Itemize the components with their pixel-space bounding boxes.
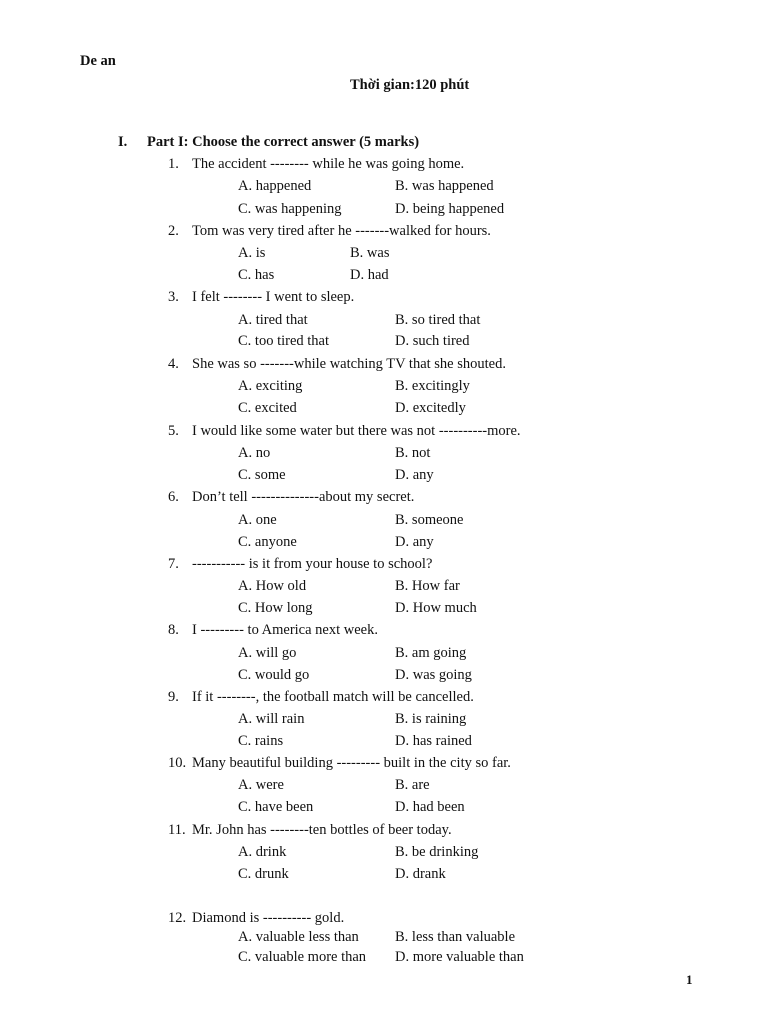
- question-number: 4.: [168, 356, 179, 372]
- part-numeral: I.: [118, 134, 128, 150]
- question-text: If it --------, the football match will be cancelled.: [192, 689, 474, 705]
- question-number: 6.: [168, 489, 179, 505]
- question-text: Diamond is ---------- gold.: [192, 910, 345, 926]
- question-text: Mr. John has --------ten bottles of beer today.: [192, 822, 452, 838]
- question-text: Many beautiful building --------- built in the city so far.: [192, 755, 511, 771]
- document-title: De an: [80, 53, 116, 69]
- question-number: 5.: [168, 423, 179, 439]
- question-number: 10.: [168, 755, 187, 771]
- question-text: Tom was very tired after he -------walked for hours.: [192, 223, 491, 239]
- question-10: [168, 755, 511, 772]
- option-c: C. was happening: [238, 201, 342, 217]
- option-a: A. is: [238, 245, 266, 261]
- option-b: B. is raining: [395, 711, 467, 727]
- question-number: 11.: [168, 822, 186, 838]
- option-a: A. will rain: [238, 711, 305, 727]
- option-a: A. were: [238, 777, 284, 793]
- option-d: D. being happened: [395, 201, 505, 217]
- question-text: I --------- to America next week.: [192, 622, 378, 638]
- option-b: B. was happened: [395, 178, 494, 194]
- option-c: C. some: [238, 467, 286, 483]
- option-d: D. excitedly: [395, 400, 466, 416]
- option-c: C. drunk: [238, 866, 289, 882]
- option-c: C. anyone: [238, 534, 297, 550]
- option-a: A. valuable less than: [238, 929, 359, 945]
- question-number: 3.: [168, 289, 179, 305]
- option-d: D. had: [350, 267, 389, 283]
- option-c: C. How long: [238, 600, 313, 616]
- option-a: A. How old: [238, 578, 307, 594]
- question-number: 2.: [168, 223, 179, 239]
- question-text: Don’t tell --------------about my secret.: [192, 489, 415, 505]
- question-text: The accident -------- while he was going home.: [192, 156, 465, 172]
- option-d: D. was going: [395, 667, 472, 683]
- question-text: She was so -------while watching TV that she shouted.: [192, 356, 506, 372]
- part-heading: Part I: Choose the correct answer (5 marks): [147, 134, 420, 150]
- option-c: C. too tired that: [238, 333, 330, 349]
- question-1: [168, 156, 464, 173]
- option-a: A. drink: [238, 844, 287, 860]
- option-a: A. tired that: [238, 312, 308, 328]
- option-a: A. no: [238, 445, 271, 461]
- option-b: B. be drinking: [395, 844, 479, 860]
- question-3: [168, 289, 354, 306]
- question-text: I felt -------- I went to sleep.: [192, 289, 355, 305]
- question-number: 12.: [168, 910, 187, 926]
- question-number: 1.: [168, 156, 179, 172]
- option-d: D. has rained: [395, 733, 472, 749]
- question-6: [168, 489, 414, 506]
- question-text: ----------- is it from your house to school?: [192, 556, 433, 572]
- option-b: B. not: [395, 445, 431, 461]
- question-7: [168, 556, 432, 573]
- question-5: [168, 423, 521, 440]
- option-a: A. exciting: [238, 378, 303, 394]
- option-b: B. so tired that: [395, 312, 481, 328]
- option-b: B. less than valuable: [395, 929, 516, 945]
- question-number: 7.: [168, 556, 179, 572]
- time-limit: Thời gian:120 phút: [350, 77, 470, 93]
- option-b: B. someone: [395, 512, 464, 528]
- option-c: C. have been: [238, 799, 314, 815]
- question-8: [168, 622, 378, 639]
- option-a: A. one: [238, 512, 277, 528]
- question-2: [168, 223, 491, 240]
- question-9: [168, 689, 474, 706]
- option-a: A. happened: [238, 178, 312, 194]
- option-d: D. drank: [395, 866, 446, 882]
- option-c: C. excited: [238, 400, 297, 416]
- option-c: C. rains: [238, 733, 284, 749]
- option-d: D. How much: [395, 600, 477, 616]
- question-number: 8.: [168, 622, 179, 638]
- option-d: D. such tired: [395, 333, 470, 349]
- question-4: [168, 356, 506, 373]
- option-b: B. excitingly: [395, 378, 470, 394]
- option-b: B. was: [350, 245, 390, 261]
- option-c: C. has: [238, 267, 275, 283]
- question-text: I would like some water but there was not ----------more.: [192, 423, 521, 439]
- option-d: D. more valuable than: [395, 949, 524, 965]
- option-d: D. any: [395, 467, 434, 483]
- option-b: B. am going: [395, 645, 467, 661]
- option-d: D. had been: [395, 799, 465, 815]
- option-c: C. would go: [238, 667, 310, 683]
- question-number: 9.: [168, 689, 179, 705]
- question-11: [168, 822, 452, 839]
- option-b: B. are: [395, 777, 430, 793]
- question-12: [168, 910, 344, 927]
- option-b: B. How far: [395, 578, 460, 594]
- option-d: D. any: [395, 534, 434, 550]
- option-a: A. will go: [238, 645, 297, 661]
- option-c: C. valuable more than: [238, 949, 367, 965]
- page-number: 1: [686, 972, 693, 987]
